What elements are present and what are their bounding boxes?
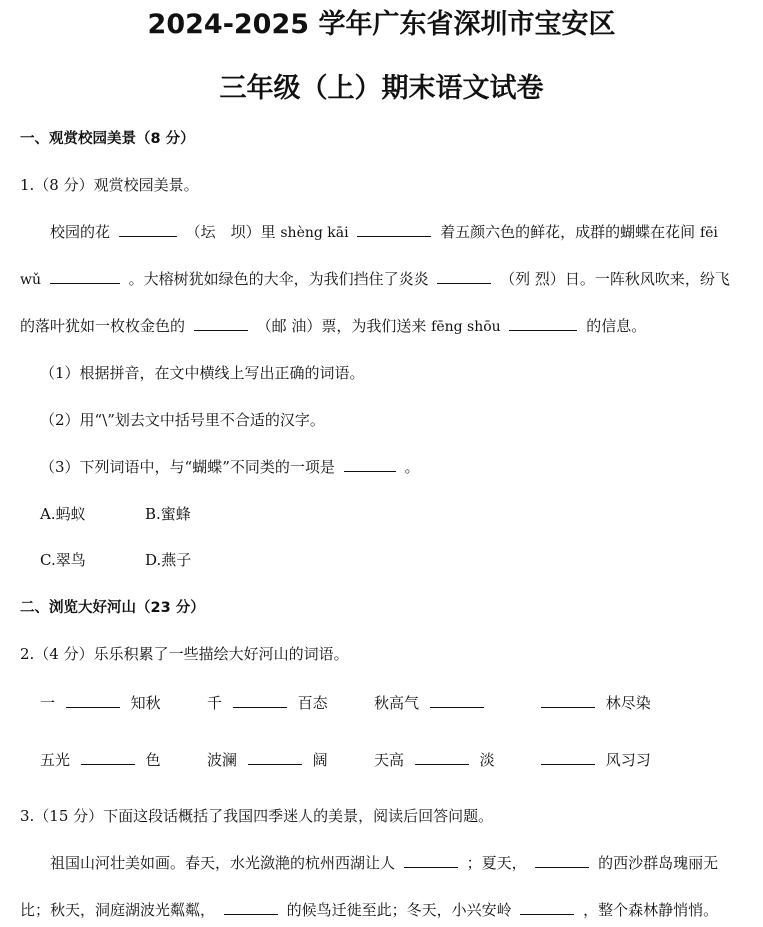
q2-r1-c1-pre: 一 (40, 694, 56, 712)
q2-r2-c2-post: 阔 (312, 751, 328, 769)
q2-r1-c3-pre: 秋高气 (374, 694, 420, 712)
pinyin-fei: fēi (699, 225, 718, 241)
blank-6[interactable] (509, 316, 577, 331)
exam-title-line1: 2024-2025 学年广东省深圳市宝安区 (147, 9, 616, 40)
exam-title-line2: 三年级（上）期末语文试卷 (219, 73, 544, 104)
option-d[interactable]: D.燕子 (145, 551, 192, 569)
option-b[interactable]: B.蜜蜂 (145, 505, 191, 523)
q2-r1-c2-pre: 千 (207, 694, 223, 712)
q1-sub2: （2）用“\”划去文中括号里不合适的汉字。 (40, 411, 325, 429)
q1-sub3-text: （3）下列词语中，与“蝴蝶”不同类的一项是 (40, 458, 335, 476)
pinyin-wu: wǔ (20, 272, 41, 288)
blank-q2-2[interactable] (233, 693, 287, 708)
q2-r2-item3 (374, 749, 495, 770)
q2-r1-item4 (541, 692, 651, 713)
blank-q2-1[interactable] (66, 693, 120, 708)
pinyin-fengshou: fēng shōu (431, 319, 501, 335)
blank-q2-5[interactable] (81, 750, 135, 765)
q1-p3-text-b: （邮 油）票，为我们送来 (256, 317, 427, 335)
blank-7[interactable] (344, 457, 396, 472)
q3-p2-text-b: 的候鸟迁徙至此；冬天，小兴安岭 (286, 901, 512, 919)
q1-paragraph-line2 (20, 268, 730, 289)
blank-5[interactable] (194, 316, 248, 331)
q2-r1-c4-post: 林尽染 (605, 694, 651, 712)
q3-p2-text-c: ，整个森林静悄悄。 (583, 901, 719, 919)
q1-sub1: （1）根据拼音，在文中横线上写出正确的词语。 (40, 364, 365, 382)
q3-stem: 3.（15 分）下面这段话概括了我国四季迷人的美景，阅读后回答问题。 (20, 807, 494, 825)
q2-r2-c1-pre: 五光 (40, 751, 71, 769)
q1-p2-text-b: （列 烈）日。一阵秋风吹来，纷飞 (500, 270, 730, 288)
q1-paragraph-line1 (50, 221, 718, 242)
q1-paragraph-line3 (20, 315, 646, 336)
pinyin-shengkai: shèng kāi (280, 225, 349, 241)
q2-r2-c1-post: 色 (145, 751, 161, 769)
q2-r1-c2-post: 百态 (297, 694, 328, 712)
q3-paragraph-line1 (50, 852, 718, 873)
q2-r2-c3-pre: 天高 (374, 751, 405, 769)
q1-sub3 (40, 456, 419, 477)
q2-r2-c3-post: 淡 (479, 751, 495, 769)
q1-p1-text-c: 着五颜六色的鲜花，成群的蝴蝶在花间 (440, 223, 696, 241)
blank-4[interactable] (437, 269, 491, 284)
q1-stem: 1.（8 分）观赏校园美景。 (20, 176, 199, 194)
q1-p3-text-a: 的落叶犹如一枚枚金色的 (20, 317, 186, 335)
q3-paragraph-line2 (20, 899, 718, 920)
q1-p3-text-c: 的信息。 (586, 317, 647, 335)
q2-r1-item3 (374, 692, 490, 713)
q1-p1-text-b: （坛 坝）里 (185, 223, 276, 241)
q1-p1-text-a: 校园的花 (50, 223, 111, 241)
blank-q3-1[interactable] (404, 853, 458, 868)
section1-heading: 一、观赏校园美景（8 分） (20, 131, 195, 147)
q2-r1-c1-post: 知秋 (130, 694, 161, 712)
q3-p1-text-b: ；夏天， (466, 854, 527, 872)
q2-r1-item1 (40, 692, 161, 713)
q2-r2-c2-pre: 波澜 (207, 751, 238, 769)
blank-q3-4[interactable] (520, 900, 574, 915)
section2-heading: 二、浏览大好河山（23 分） (20, 600, 205, 616)
blank-q3-3[interactable] (224, 900, 278, 915)
blank-2[interactable] (357, 222, 431, 237)
blank-q2-4[interactable] (541, 693, 595, 708)
option-a[interactable]: A.蚂蚁 (40, 505, 86, 523)
q2-stem: 2.（4 分）乐乐积累了一些描绘大好河山的词语。 (20, 645, 349, 663)
q3-p1-text-c: 的西沙群岛瑰丽无 (598, 854, 719, 872)
blank-3[interactable] (50, 269, 120, 284)
blank-q2-8[interactable] (541, 750, 595, 765)
q3-p1-text-a: 祖国山河壮美如画。春天，水光潋滟的杭州西湖让人 (50, 854, 396, 872)
q2-r2-c4-post: 风习习 (605, 751, 651, 769)
blank-q2-7[interactable] (415, 750, 469, 765)
q2-r2-item2 (207, 749, 328, 770)
q1-sub3-end: 。 (404, 458, 420, 476)
q1-p2-text-a: 。大榕树犹如绿色的大伞，为我们挡住了炎炎 (128, 270, 429, 288)
blank-q3-2[interactable] (535, 853, 589, 868)
q2-r2-item4 (541, 749, 651, 770)
option-c[interactable]: C.翠鸟 (40, 551, 86, 569)
blank-q2-6[interactable] (248, 750, 302, 765)
q3-p2-text-a: 比；秋天，洞庭湖波光粼粼， (20, 901, 216, 919)
blank-1[interactable] (119, 222, 177, 237)
q2-r2-item1 (40, 749, 161, 770)
blank-q2-3[interactable] (430, 693, 484, 708)
q2-r1-item2 (207, 692, 328, 713)
